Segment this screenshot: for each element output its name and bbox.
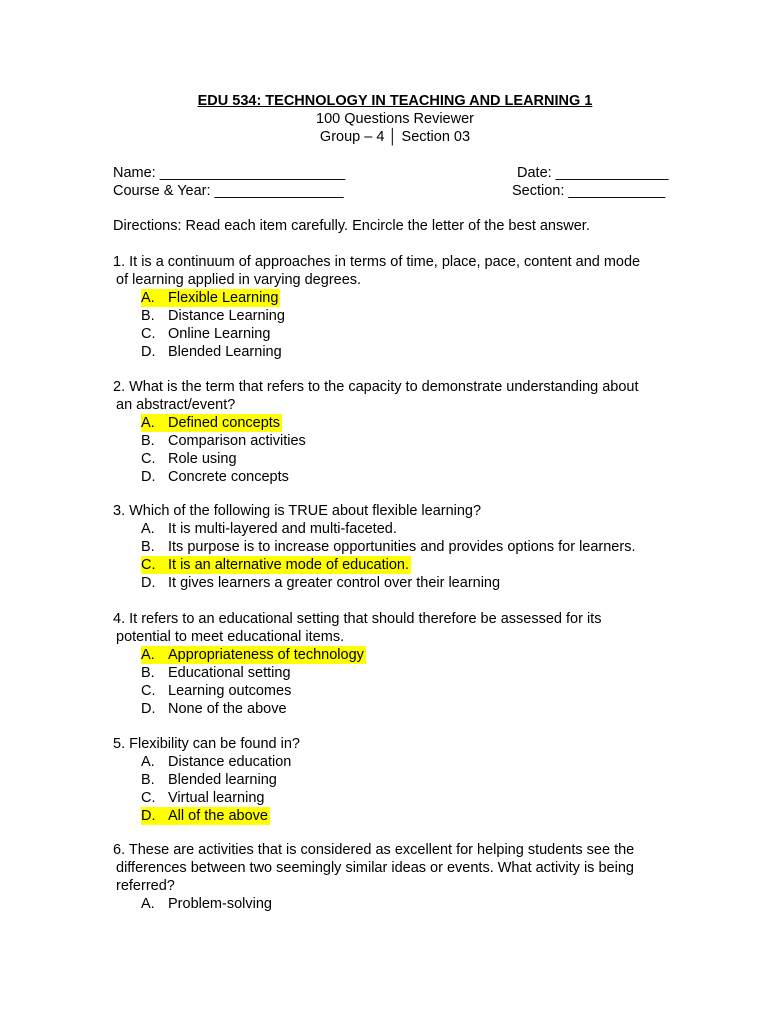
option-letter: C.: [141, 790, 156, 806]
answer-highlight: [141, 807, 270, 825]
document-subtitle: 100 Questions Reviewer: [316, 111, 474, 127]
option-text: Virtual learning: [168, 790, 265, 806]
option-b: [113, 771, 683, 789]
option-d: [113, 468, 683, 486]
option-text: None of the above: [168, 701, 287, 717]
option-text: Concrete concepts: [168, 469, 289, 485]
stem-line: 4. It refers to an educational setting that should therefore be assessed for its: [113, 611, 602, 627]
option-text: It is multi-layered and multi-faceted.: [168, 521, 397, 537]
option-b: [113, 307, 683, 325]
option-a: [113, 895, 683, 913]
option-letter: A.: [141, 647, 155, 663]
question-stem: [113, 378, 683, 414]
stem-line: 1. It is a continuum of approaches in terms of time, place, pace, content and mode: [113, 254, 641, 270]
option-text: It is an alternative mode of education.: [168, 557, 410, 573]
option-text: Distance education: [168, 754, 292, 770]
answer-highlight: [141, 289, 280, 307]
stem-line: 5. Flexibility can be found in?: [113, 736, 300, 752]
option-text: Role using: [168, 451, 237, 467]
answer-highlight: [141, 414, 282, 432]
stem-line: potential to meet educational items.: [116, 629, 345, 645]
stem-line: referred?: [116, 878, 175, 894]
option-text: All of the above: [168, 808, 268, 824]
option-b: [113, 538, 683, 556]
option-text: Problem-solving: [168, 896, 272, 912]
question-6: [113, 841, 683, 913]
option-letter: D.: [141, 701, 156, 717]
option-b: [113, 664, 683, 682]
option-text: Appropriateness of technology: [168, 647, 364, 663]
option-d: [113, 574, 683, 592]
option-a: [113, 646, 683, 664]
option-letter: A.: [141, 896, 155, 912]
option-d: [113, 343, 683, 361]
option-a: [113, 289, 683, 307]
option-letter: A.: [141, 415, 155, 431]
stem-line: of learning applied in varying degrees.: [116, 272, 362, 288]
option-text: Blended Learning: [168, 344, 282, 360]
option-text: Defined concepts: [168, 415, 281, 431]
question-stem: [113, 610, 683, 646]
option-letter: B.: [141, 772, 155, 788]
stem-line: 6. These are activities that is considered as excellent for helping students see the: [113, 842, 635, 858]
question-2: [113, 378, 683, 486]
option-text: Blended learning: [168, 772, 277, 788]
question-4: [113, 610, 683, 718]
option-text: Online Learning: [168, 326, 271, 342]
option-text: Distance Learning: [168, 308, 285, 324]
question-5: [113, 735, 683, 825]
option-c: [113, 789, 683, 807]
question-1: [113, 253, 683, 361]
option-letter: B.: [141, 665, 155, 681]
option-text: Flexible Learning: [168, 290, 279, 306]
option-letter: B.: [141, 539, 155, 555]
stem-line: an abstract/event?: [116, 397, 236, 413]
document-title: EDU 534: TECHNOLOGY IN TEACHING AND LEARNING 1: [197, 93, 593, 109]
directions: Directions: Read each item carefully. Encircle the letter of the best answer.: [113, 218, 590, 234]
option-c: [113, 450, 683, 468]
option-letter: C.: [141, 683, 156, 699]
option-a: [113, 414, 683, 432]
option-b: [113, 432, 683, 450]
question-stem: [113, 735, 683, 753]
option-letter: A.: [141, 754, 155, 770]
option-letter: A.: [141, 521, 155, 537]
option-letter: C.: [141, 326, 156, 342]
option-letter: D.: [141, 469, 156, 485]
question-stem: [113, 841, 683, 895]
option-text: Its purpose is to increase opportunities and provides options for learners.: [168, 539, 636, 555]
option-d: [113, 807, 683, 825]
answer-highlight: [141, 556, 411, 574]
question-stem: [113, 502, 683, 520]
option-a: [113, 520, 683, 538]
option-letter: D.: [141, 808, 156, 824]
option-a: [113, 753, 683, 771]
stem-line: differences between two seemingly similar ideas or events. What activity is being: [116, 860, 634, 876]
option-d: [113, 700, 683, 718]
name-field: Name: _______________________: [113, 165, 346, 181]
option-text: It gives learners a greater control over their learning: [168, 575, 501, 591]
option-letter: B.: [141, 308, 155, 324]
course-year-field: Course & Year: ________________: [113, 183, 344, 199]
document-header: [0, 92, 768, 146]
option-c: [113, 556, 683, 574]
question-3: [113, 502, 683, 592]
option-letter: C.: [141, 451, 156, 467]
stem-line: 3. Which of the following is TRUE about flexible learning?: [113, 503, 482, 519]
option-letter: D.: [141, 575, 156, 591]
option-text: Learning outcomes: [168, 683, 292, 699]
option-letter: B.: [141, 433, 155, 449]
answer-highlight: [141, 646, 366, 664]
option-letter: D.: [141, 344, 156, 360]
group-section-line: Group – 4 │ Section 03: [319, 129, 471, 145]
date-field: Date: ______________: [517, 165, 669, 181]
stem-line: 2. What is the term that refers to the capacity to demonstrate understanding about: [113, 379, 639, 395]
option-letter: C.: [141, 557, 156, 573]
section-field: Section: ____________: [512, 183, 666, 199]
option-letter: A.: [141, 290, 155, 306]
option-text: Comparison activities: [168, 433, 306, 449]
option-c: [113, 325, 683, 343]
question-stem: [113, 253, 683, 289]
option-text: Educational setting: [168, 665, 291, 681]
option-c: [113, 682, 683, 700]
